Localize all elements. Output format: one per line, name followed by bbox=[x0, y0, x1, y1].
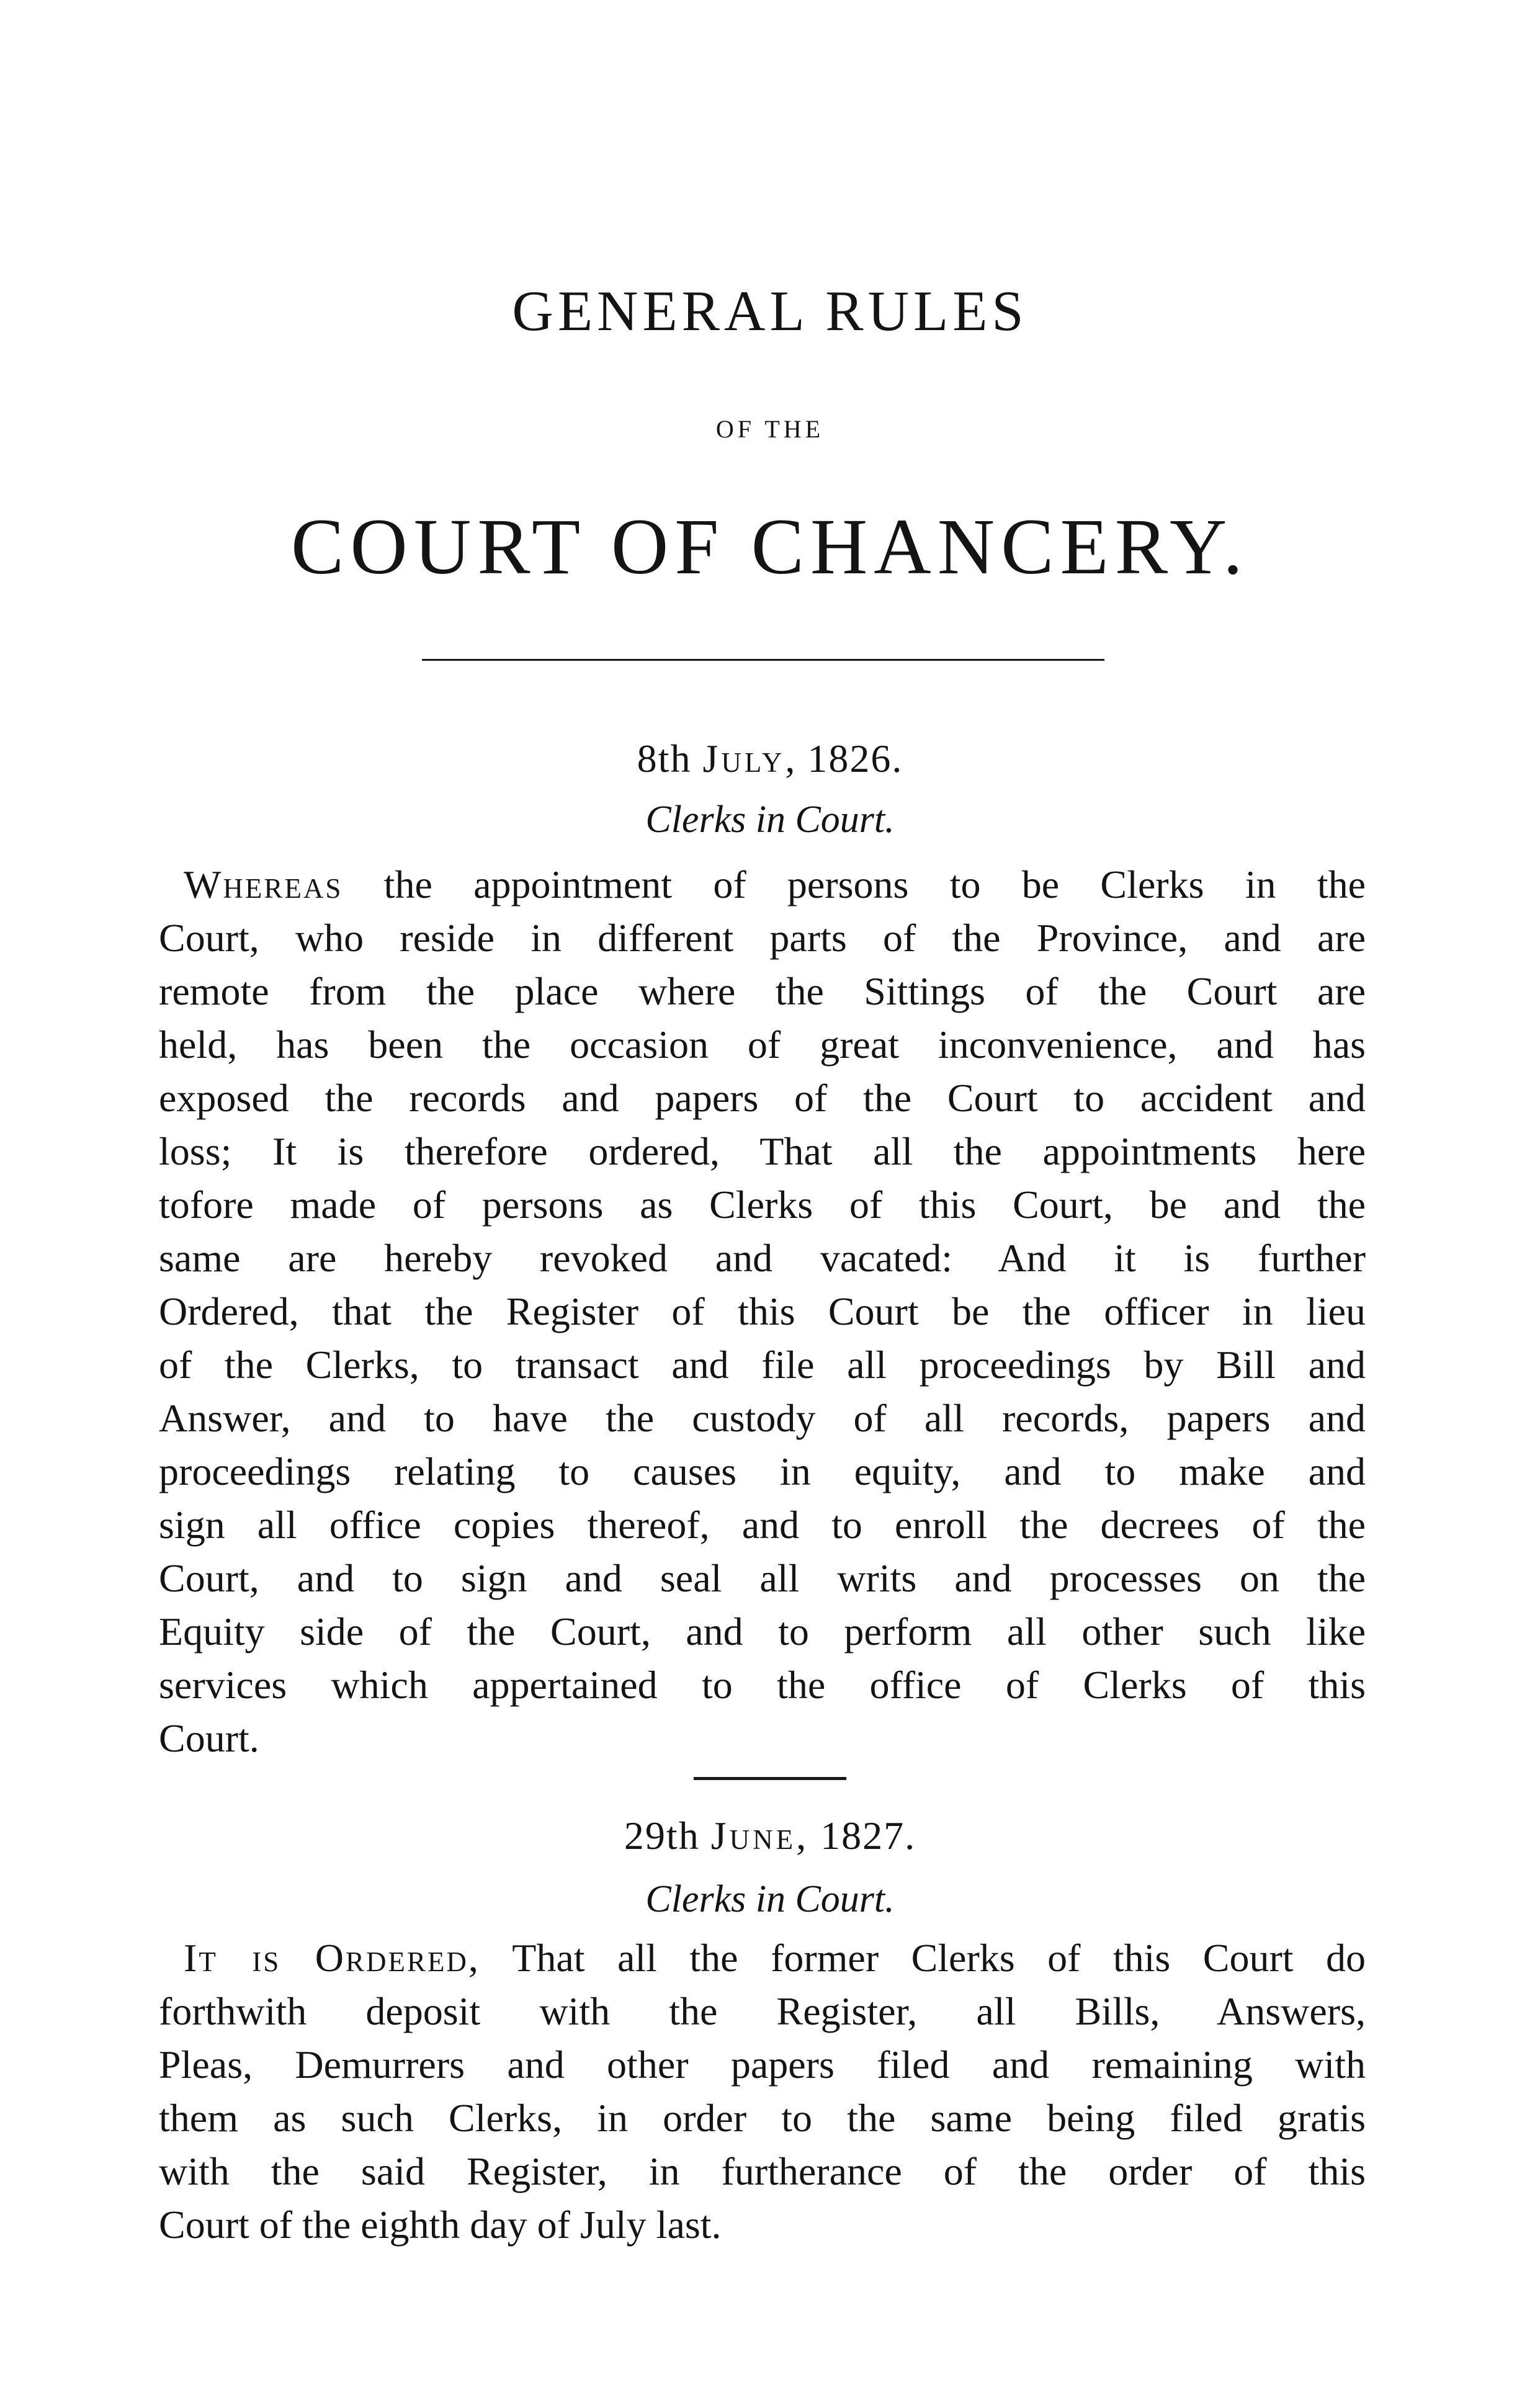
paragraph-line: remote from the place where the Sittings of the Court are bbox=[159, 969, 1366, 1013]
section-divider bbox=[694, 1777, 846, 1780]
date-year: 1827. bbox=[820, 1814, 916, 1858]
paragraph-line: same are hereby revoked and vacated: And it is further bbox=[159, 1236, 1366, 1280]
paragraph-line: Ordered, that the Register of this Court be the officer in lieu bbox=[159, 1289, 1366, 1333]
paragraph-line: of the Clerks, to transact and file all proceedings by Bill and bbox=[159, 1343, 1366, 1387]
section-date: 8th July, 1826. bbox=[637, 736, 903, 781]
lead-word: Whereas bbox=[184, 862, 343, 906]
date-month: July bbox=[702, 736, 786, 781]
paragraph-line: them as such Clerks, in order to the same being filed gratis bbox=[159, 2096, 1366, 2140]
paragraph-line: services which appertained to the office of Clerks of this bbox=[159, 1663, 1366, 1707]
paragraph-line: with the said Register, in furtherance of the order of this bbox=[159, 2149, 1366, 2193]
paragraph-line: tofore made of persons as Clerks of this Court, be and the bbox=[159, 1183, 1366, 1227]
paragraph-line: Whereas the appointment of persons to be Clerks in the bbox=[184, 862, 1366, 906]
section-margin-note: Clerks in Court. bbox=[645, 1878, 895, 1920]
lead-word: It is Ordered, bbox=[184, 1936, 480, 1980]
paragraph-line: Court, and to sign and seal all writs and processes on the bbox=[159, 1556, 1366, 1600]
date-year: 1826. bbox=[807, 736, 903, 781]
paragraph-line: Court of the eighth day of July last. bbox=[159, 2203, 722, 2247]
title-general-rules: GENERAL RULES bbox=[512, 279, 1028, 342]
paragraph-line: held, has been the occasion of great inconvenience, and has bbox=[159, 1023, 1366, 1067]
title-divider bbox=[422, 659, 1104, 661]
section-margin-note: Clerks in Court. bbox=[645, 799, 895, 841]
paragraph-line: exposed the records and papers of the Court to accident and bbox=[159, 1076, 1366, 1120]
paragraph-line: proceedings relating to causes in equity, and to make and bbox=[159, 1449, 1366, 1493]
paragraph-line: Court, who reside in different parts of the Province, and are bbox=[159, 916, 1366, 960]
title-of-the: OF THE bbox=[715, 415, 825, 443]
title-court-of-chancery: COURT OF CHANCERY. bbox=[291, 503, 1249, 591]
paragraph-line: forthwith deposit with the Register, all Bills, Answers, bbox=[159, 1989, 1366, 2033]
paragraph-line: loss; It is therefore ordered, That all the appointments here bbox=[159, 1129, 1366, 1173]
date-day: 29th bbox=[624, 1814, 700, 1858]
paragraph-line: sign all office copies thereof, and to enroll the decrees of the bbox=[159, 1503, 1366, 1547]
rule-paragraph bbox=[159, 858, 1366, 1765]
paragraph-line: Equity side of the Court, and to perform all other such like bbox=[159, 1609, 1366, 1653]
section-date bbox=[0, 1813, 1540, 1859]
paragraph-line: Pleas, Demurrers and other papers filed and remaining with bbox=[159, 2043, 1366, 2087]
date-month: June, bbox=[710, 1814, 810, 1858]
paragraph-line: Court. bbox=[159, 1716, 259, 1760]
paragraph-line: It is Ordered, That all the former Clerks of this Court do bbox=[184, 1936, 1366, 1980]
rule-paragraph bbox=[159, 1931, 1366, 2252]
date-day: 8th bbox=[637, 736, 692, 781]
paragraph-line: Answer, and to have the custody of all records, papers and bbox=[159, 1396, 1366, 1440]
